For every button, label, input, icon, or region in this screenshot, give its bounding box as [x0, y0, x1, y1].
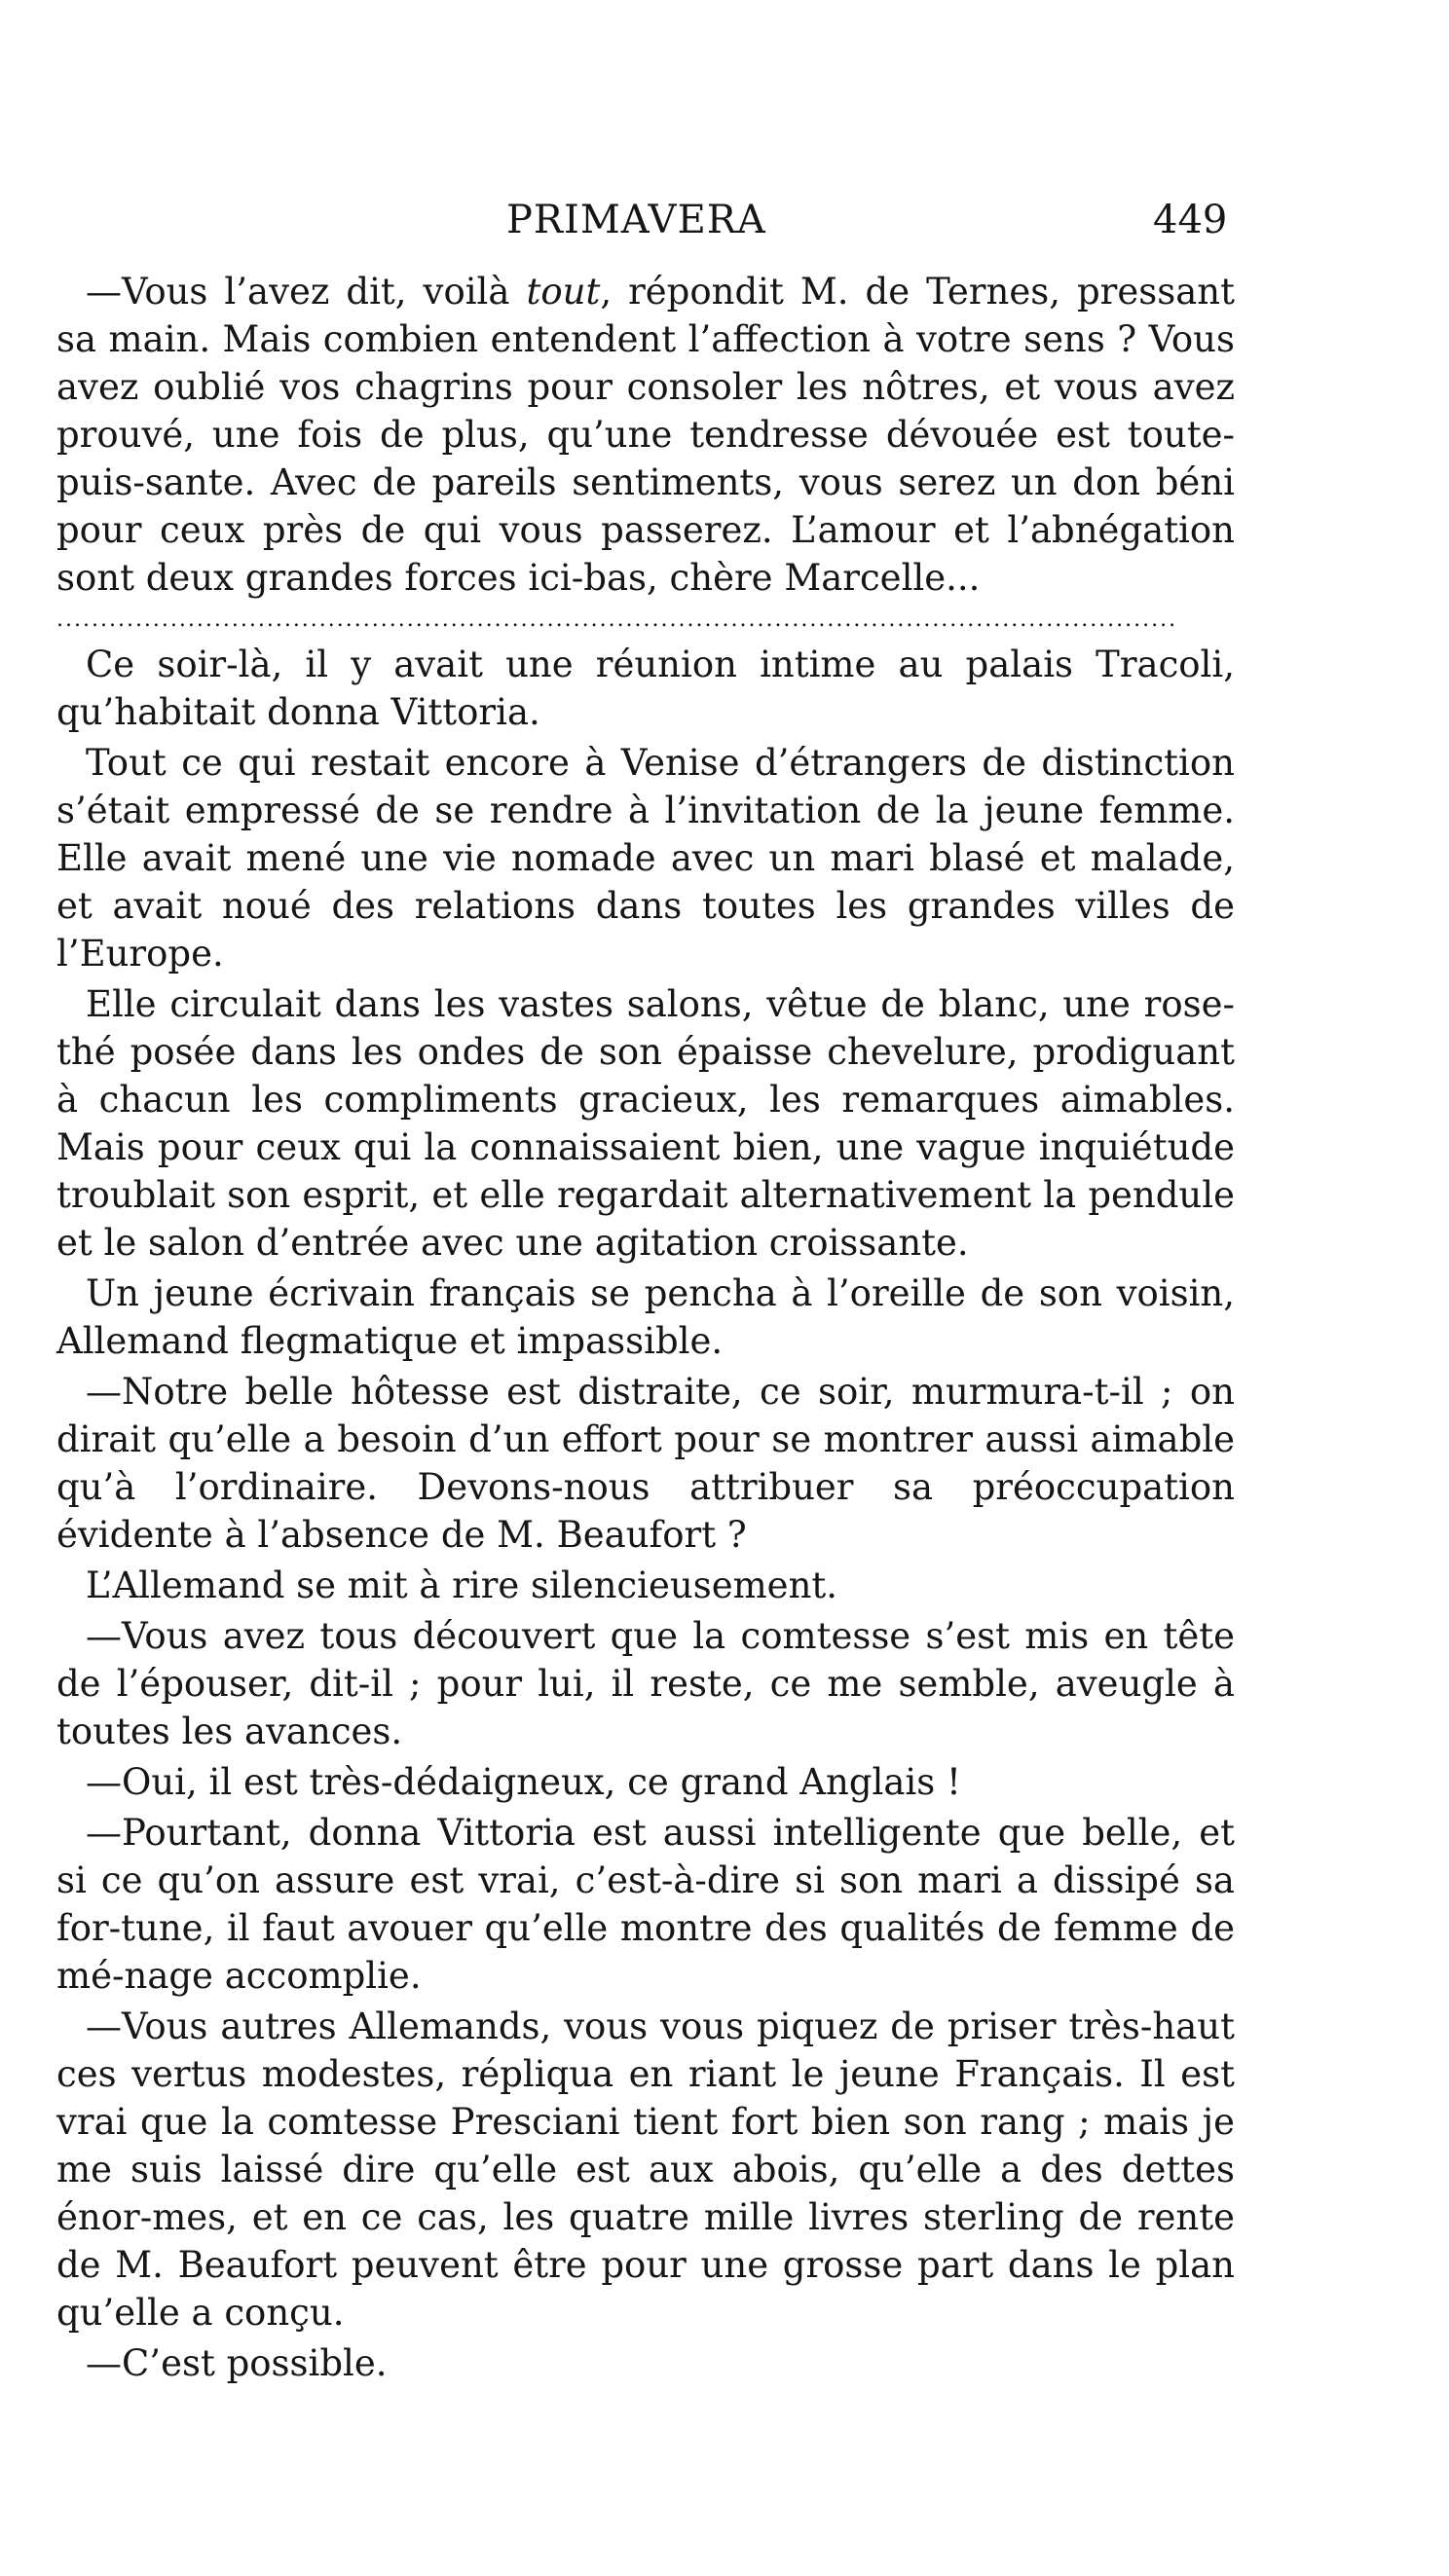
section-separator: ................................................................................................................................	[56, 607, 1178, 632]
paragraph-1-after: , répondit M. de Ternes, pressant sa main. Mais combien entendent l’affection à votre sens ? Vous avez oublié vos chagrins pour consoler les nôtres, et vous avez prouvé, une fois de plus, qu’une tendresse dévouée est toute-puis-sante. Avec de pareils sentiments, vous serez un don béni pour ceux près de qui vous passerez. L’amour et l’abnégation sont deux grandes forces ici-bas, chère Marcelle...	[56, 271, 1235, 599]
paragraph-1-before: —Vous l’avez dit, voilà	[86, 271, 527, 313]
paragraph-7: L’Allemand se mit à rire silencieusement.	[86, 1564, 838, 1606]
paragraph-3: Tout ce qui restait encore à Venise d’étrangers de distinction s’était empressé de se rendre à l’invitation de la jeune femme. Elle avait mené une vie nomade avec un mari blasé et malade, et avait noué des relations dans toutes les grandes villes de l’Europe.	[56, 742, 1235, 975]
paragraph-4: Elle circulait dans les vastes salons, vêtue de blanc, une rose-thé posée dans les ondes de son épaisse chevelure, prodiguant à chacun les compliments gracieux, les remarques aimables. Mais pour ceux qui la connaissaient bien, une vague inquiétude troublait son esprit, et elle regardait alternativement la pendule et le salon d’entrée avec une agitation croissante.	[56, 983, 1235, 1264]
paragraph-5: Un jeune écrivain français se pencha à l’oreille de son voisin, Allemand flegmatique et impassible.	[56, 1272, 1235, 1362]
page-number: 449	[1153, 198, 1228, 242]
paragraph-11: —Vous autres Allemands, vous vous piquez de priser très-haut ces vertus modestes, répliqua en riant le jeune Français. Il est vrai que la comtesse Presciani tient fort bien son rang ; mais je me suis laissé dire qu’elle est aux abois, qu’elle a des dettes énor-mes, et en ce cas, les quatre mille livres sterling de rente de M. Beaufort peuvent être pour une grosse part dans le plan qu’elle a conçu.	[56, 2006, 1235, 2334]
paragraph-8: —Vous avez tous découvert que la comtesse s’est mis en tête de l’épouser, dit-il ; pour lui, il reste, ce me semble, aveugle à toutes les avances.	[56, 1615, 1235, 1752]
paragraph-10: —Pourtant, donna Vittoria est aussi intelligente que belle, et si ce qu’on assure est vrai, c’est-à-dire si son mari a dissipé sa for-tune, il faut avouer qu’elle montre des qualités de femme de mé-nage accomplie.	[56, 1812, 1235, 1997]
paragraph-1-emphasis: tout	[526, 271, 601, 313]
page-header	[58, 191, 1227, 249]
paragraph-6: —Notre belle hôtesse est distraite, ce soir, murmura-t-il ; on dirait qu’elle a besoin d’un effort pour se montrer aussi aimable qu’à l’ordinaire. Devons-nous attribuer sa préoccupation évidente à l’absence de M. Beaufort ?	[56, 1371, 1235, 1556]
paragraph-2: Ce soir-là, il y avait une réunion intime au palais Tracoli, qu’habitait donna Vittoria.	[56, 644, 1235, 733]
body-text	[56, 268, 1235, 2387]
paragraph-9: —Oui, il est très-dédaigneux, ce grand Anglais !	[86, 1761, 961, 1803]
paragraph-12: —C’est possible.	[86, 2342, 388, 2384]
running-title: PRIMAVERA	[506, 198, 766, 242]
paragraph-1	[56, 268, 1235, 602]
